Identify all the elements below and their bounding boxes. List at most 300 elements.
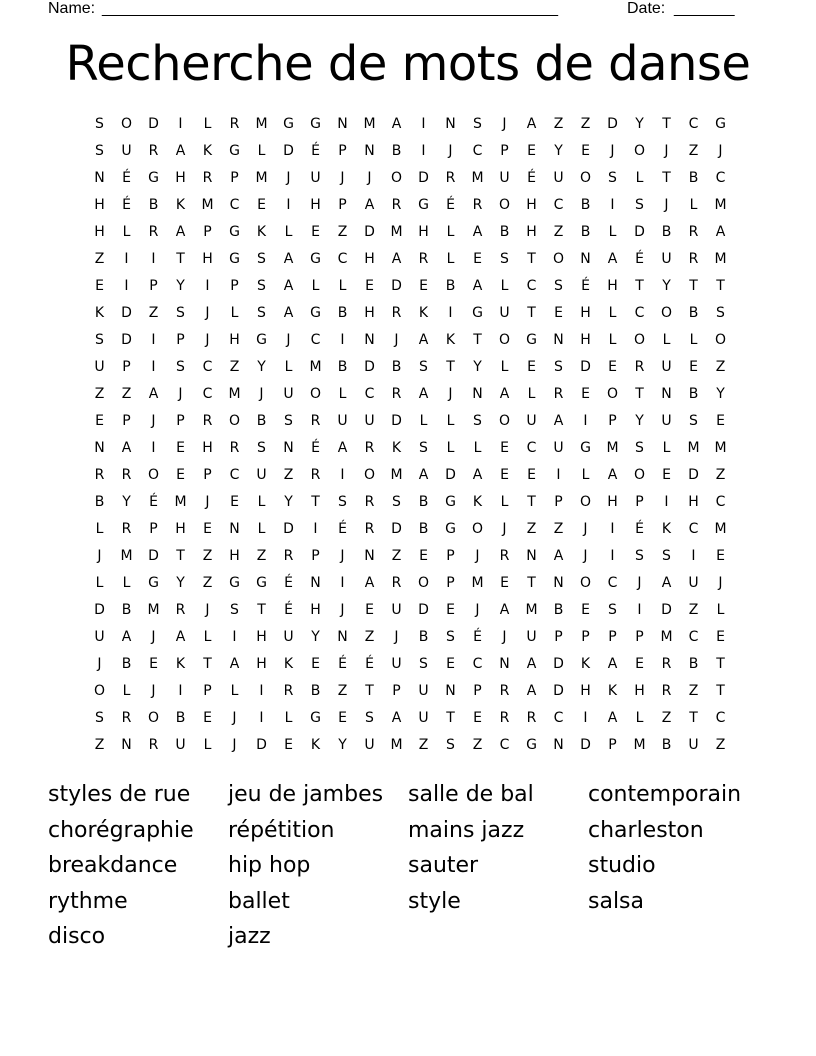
- grid-letter[interactable]: T: [527, 251, 536, 267]
- grid-letter[interactable]: Z: [256, 548, 267, 564]
- grid-letter[interactable]: L: [662, 332, 671, 348]
- grid-letter[interactable]: L: [635, 710, 644, 726]
- grid-letter[interactable]: R: [634, 359, 645, 375]
- grid-letter[interactable]: E: [311, 224, 320, 240]
- grid-letter[interactable]: E: [257, 197, 266, 213]
- grid-letter[interactable]: S: [419, 359, 428, 375]
- grid-letter[interactable]: O: [579, 170, 592, 186]
- grid-letter[interactable]: J: [97, 656, 102, 672]
- grid-letter[interactable]: E: [716, 548, 725, 564]
- grid-letter[interactable]: A: [337, 440, 348, 456]
- grid-letter[interactable]: I: [313, 521, 318, 537]
- grid-letter[interactable]: P: [203, 467, 212, 483]
- grid-letter[interactable]: H: [580, 332, 591, 348]
- grid-letter[interactable]: B: [148, 197, 159, 213]
- grid-letter[interactable]: M: [471, 575, 484, 591]
- grid-letter[interactable]: N: [229, 521, 240, 537]
- grid-letter[interactable]: S: [95, 332, 104, 348]
- grid-letter[interactable]: C: [472, 143, 483, 159]
- grid-letter[interactable]: A: [553, 413, 564, 429]
- grid-letter[interactable]: E: [581, 143, 590, 159]
- grid-letter[interactable]: O: [498, 332, 511, 348]
- grid-letter[interactable]: S: [554, 359, 563, 375]
- grid-letter[interactable]: G: [472, 305, 483, 321]
- grid-letter[interactable]: N: [364, 332, 375, 348]
- grid-letter[interactable]: L: [338, 278, 347, 294]
- grid-letter[interactable]: T: [689, 278, 698, 294]
- grid-letter[interactable]: A: [499, 386, 510, 402]
- grid-letter[interactable]: B: [553, 602, 564, 618]
- grid-letter[interactable]: U: [688, 575, 699, 591]
- grid-letter[interactable]: H: [175, 521, 186, 537]
- grid-letter[interactable]: H: [580, 305, 591, 321]
- grid-letter[interactable]: U: [94, 359, 105, 375]
- grid-letter[interactable]: B: [418, 629, 429, 645]
- grid-letter[interactable]: A: [364, 197, 375, 213]
- grid-letter[interactable]: N: [310, 575, 321, 591]
- grid-letter[interactable]: J: [340, 170, 345, 186]
- grid-letter[interactable]: E: [95, 278, 104, 294]
- grid-letter[interactable]: E: [311, 656, 320, 672]
- grid-letter[interactable]: S: [500, 251, 509, 267]
- grid-letter[interactable]: D: [391, 278, 402, 294]
- grid-letter[interactable]: E: [716, 413, 725, 429]
- grid-letter[interactable]: K: [310, 737, 321, 753]
- grid-letter[interactable]: C: [229, 197, 240, 213]
- grid-letter[interactable]: C: [715, 710, 726, 726]
- grid-letter[interactable]: Z: [553, 224, 564, 240]
- grid-letter[interactable]: É: [338, 656, 347, 672]
- grid-letter[interactable]: C: [364, 386, 375, 402]
- grid-letter[interactable]: L: [608, 305, 617, 321]
- grid-letter[interactable]: L: [122, 224, 131, 240]
- grid-letter[interactable]: Z: [715, 359, 726, 375]
- grid-letter[interactable]: P: [230, 170, 239, 186]
- grid-letter[interactable]: S: [662, 548, 671, 564]
- grid-letter[interactable]: C: [202, 386, 213, 402]
- grid-letter[interactable]: K: [418, 305, 429, 321]
- grid-letter[interactable]: L: [122, 575, 131, 591]
- grid-letter[interactable]: L: [284, 710, 293, 726]
- grid-letter[interactable]: A: [526, 116, 537, 132]
- grid-letter[interactable]: J: [151, 629, 156, 645]
- grid-letter[interactable]: M: [309, 359, 322, 375]
- grid-letter[interactable]: É: [338, 521, 347, 537]
- grid-letter[interactable]: Z: [337, 683, 348, 699]
- grid-letter[interactable]: B: [580, 197, 591, 213]
- grid-letter[interactable]: D: [418, 170, 429, 186]
- grid-letter[interactable]: S: [257, 440, 266, 456]
- grid-letter[interactable]: É: [122, 197, 131, 213]
- grid-letter[interactable]: T: [446, 359, 455, 375]
- grid-letter[interactable]: S: [257, 278, 266, 294]
- grid-letter[interactable]: I: [421, 143, 426, 159]
- grid-letter[interactable]: O: [93, 683, 106, 699]
- grid-letter[interactable]: É: [365, 656, 374, 672]
- grid-letter[interactable]: S: [554, 278, 563, 294]
- grid-letter[interactable]: H: [310, 197, 321, 213]
- grid-letter[interactable]: C: [337, 251, 348, 267]
- grid-letter[interactable]: É: [527, 170, 536, 186]
- grid-letter[interactable]: U: [553, 170, 564, 186]
- grid-letter[interactable]: I: [637, 602, 642, 618]
- grid-letter[interactable]: M: [255, 170, 268, 186]
- grid-letter[interactable]: C: [499, 737, 510, 753]
- grid-letter[interactable]: Z: [418, 737, 429, 753]
- grid-letter[interactable]: M: [714, 440, 727, 456]
- grid-letter[interactable]: G: [580, 440, 591, 456]
- grid-letter[interactable]: R: [202, 170, 213, 186]
- grid-letter[interactable]: L: [203, 116, 212, 132]
- grid-letter[interactable]: L: [230, 683, 239, 699]
- grid-letter[interactable]: T: [203, 656, 212, 672]
- grid-letter[interactable]: O: [147, 467, 160, 483]
- grid-letter[interactable]: É: [122, 170, 131, 186]
- grid-letter[interactable]: R: [148, 737, 159, 753]
- grid-letter[interactable]: N: [364, 143, 375, 159]
- grid-letter[interactable]: B: [337, 305, 348, 321]
- grid-letter[interactable]: L: [446, 413, 455, 429]
- grid-letter[interactable]: G: [526, 332, 537, 348]
- grid-letter[interactable]: O: [633, 332, 646, 348]
- grid-letter[interactable]: T: [716, 683, 725, 699]
- grid-letter[interactable]: S: [716, 305, 725, 321]
- grid-letter[interactable]: U: [283, 386, 294, 402]
- grid-letter[interactable]: D: [688, 467, 699, 483]
- grid-letter[interactable]: J: [475, 548, 480, 564]
- grid-letter[interactable]: Z: [472, 737, 483, 753]
- grid-letter[interactable]: Z: [715, 467, 726, 483]
- grid-letter[interactable]: Y: [635, 116, 644, 132]
- grid-letter[interactable]: R: [418, 251, 429, 267]
- grid-letter[interactable]: M: [363, 116, 376, 132]
- grid-letter[interactable]: H: [202, 251, 213, 267]
- grid-letter[interactable]: D: [148, 548, 159, 564]
- grid-letter[interactable]: N: [121, 737, 132, 753]
- grid-letter[interactable]: B: [688, 170, 699, 186]
- grid-letter[interactable]: É: [635, 521, 644, 537]
- grid-letter[interactable]: N: [580, 251, 591, 267]
- grid-letter[interactable]: H: [580, 683, 591, 699]
- grid-letter[interactable]: C: [553, 197, 564, 213]
- grid-letter[interactable]: K: [283, 656, 294, 672]
- grid-letter[interactable]: U: [526, 629, 537, 645]
- grid-letter[interactable]: N: [364, 548, 375, 564]
- grid-letter[interactable]: R: [364, 440, 375, 456]
- grid-letter[interactable]: O: [417, 575, 430, 591]
- grid-letter[interactable]: R: [148, 143, 159, 159]
- grid-letter[interactable]: T: [176, 548, 185, 564]
- grid-letter[interactable]: D: [121, 332, 132, 348]
- grid-letter[interactable]: A: [472, 224, 483, 240]
- grid-letter[interactable]: L: [419, 413, 428, 429]
- grid-letter[interactable]: I: [151, 359, 156, 375]
- grid-letter[interactable]: O: [498, 413, 511, 429]
- grid-letter[interactable]: J: [340, 602, 345, 618]
- grid-letter[interactable]: P: [122, 413, 131, 429]
- grid-letter[interactable]: P: [608, 737, 617, 753]
- grid-letter[interactable]: U: [310, 170, 321, 186]
- grid-letter[interactable]: É: [635, 251, 644, 267]
- grid-letter[interactable]: E: [608, 359, 617, 375]
- grid-letter[interactable]: P: [608, 413, 617, 429]
- grid-letter[interactable]: Z: [148, 305, 159, 321]
- grid-letter[interactable]: D: [661, 602, 672, 618]
- grid-letter[interactable]: Z: [580, 116, 591, 132]
- grid-letter[interactable]: C: [472, 656, 483, 672]
- grid-letter[interactable]: L: [581, 467, 590, 483]
- grid-letter[interactable]: P: [311, 548, 320, 564]
- grid-letter[interactable]: M: [120, 548, 133, 564]
- grid-letter[interactable]: T: [257, 602, 266, 618]
- grid-letter[interactable]: S: [446, 629, 455, 645]
- grid-letter[interactable]: J: [286, 170, 291, 186]
- grid-letter[interactable]: É: [311, 143, 320, 159]
- grid-letter[interactable]: E: [581, 386, 590, 402]
- grid-letter[interactable]: L: [203, 629, 212, 645]
- grid-letter[interactable]: D: [256, 737, 267, 753]
- grid-letter[interactable]: G: [148, 170, 159, 186]
- grid-letter[interactable]: U: [526, 413, 537, 429]
- grid-letter[interactable]: J: [394, 629, 399, 645]
- grid-letter[interactable]: U: [283, 629, 294, 645]
- grid-letter[interactable]: É: [473, 629, 482, 645]
- grid-letter[interactable]: S: [635, 440, 644, 456]
- grid-letter[interactable]: D: [283, 143, 294, 159]
- grid-letter[interactable]: A: [391, 710, 402, 726]
- grid-letter[interactable]: M: [606, 440, 619, 456]
- grid-letter[interactable]: É: [311, 440, 320, 456]
- grid-letter[interactable]: D: [391, 521, 402, 537]
- grid-letter[interactable]: J: [475, 602, 480, 618]
- grid-letter[interactable]: Z: [94, 737, 105, 753]
- grid-letter[interactable]: R: [202, 413, 213, 429]
- grid-letter[interactable]: M: [147, 602, 160, 618]
- grid-letter[interactable]: R: [121, 521, 132, 537]
- grid-letter[interactable]: R: [391, 305, 402, 321]
- grid-letter[interactable]: S: [446, 737, 455, 753]
- grid-letter[interactable]: P: [149, 278, 158, 294]
- grid-letter[interactable]: U: [499, 305, 510, 321]
- grid-letter[interactable]: H: [310, 602, 321, 618]
- grid-letter[interactable]: T: [176, 251, 185, 267]
- grid-letter[interactable]: E: [284, 737, 293, 753]
- grid-letter[interactable]: H: [418, 224, 429, 240]
- grid-letter[interactable]: A: [175, 143, 186, 159]
- grid-letter[interactable]: É: [446, 197, 455, 213]
- grid-letter[interactable]: T: [716, 278, 725, 294]
- grid-letter[interactable]: T: [716, 656, 725, 672]
- grid-letter[interactable]: O: [606, 386, 619, 402]
- grid-letter[interactable]: J: [502, 629, 507, 645]
- grid-letter[interactable]: S: [473, 413, 482, 429]
- grid-letter[interactable]: J: [664, 143, 669, 159]
- grid-letter[interactable]: N: [553, 575, 564, 591]
- grid-letter[interactable]: R: [364, 494, 375, 510]
- grid-letter[interactable]: B: [688, 386, 699, 402]
- grid-letter[interactable]: E: [527, 359, 536, 375]
- grid-letter[interactable]: D: [364, 224, 375, 240]
- grid-letter[interactable]: Y: [176, 575, 185, 591]
- grid-letter[interactable]: U: [94, 629, 105, 645]
- grid-letter[interactable]: D: [391, 413, 402, 429]
- grid-letter[interactable]: L: [689, 332, 698, 348]
- grid-letter[interactable]: L: [338, 386, 347, 402]
- grid-letter[interactable]: D: [607, 116, 618, 132]
- grid-letter[interactable]: S: [230, 602, 239, 618]
- grid-letter[interactable]: T: [635, 278, 644, 294]
- grid-letter[interactable]: M: [633, 737, 646, 753]
- grid-letter[interactable]: P: [446, 548, 455, 564]
- grid-letter[interactable]: C: [688, 521, 699, 537]
- grid-letter[interactable]: M: [714, 521, 727, 537]
- grid-letter[interactable]: J: [286, 332, 291, 348]
- grid-letter[interactable]: I: [610, 548, 615, 564]
- grid-letter[interactable]: B: [418, 494, 429, 510]
- grid-letter[interactable]: S: [419, 440, 428, 456]
- grid-letter[interactable]: I: [178, 683, 183, 699]
- grid-letter[interactable]: I: [583, 710, 588, 726]
- grid-letter[interactable]: E: [500, 575, 509, 591]
- grid-letter[interactable]: L: [257, 494, 266, 510]
- grid-letter[interactable]: J: [448, 143, 453, 159]
- grid-letter[interactable]: E: [716, 629, 725, 645]
- grid-letter[interactable]: T: [527, 494, 536, 510]
- grid-letter[interactable]: C: [715, 494, 726, 510]
- grid-letter[interactable]: P: [203, 683, 212, 699]
- grid-letter[interactable]: L: [230, 305, 239, 321]
- grid-letter[interactable]: Z: [229, 359, 240, 375]
- grid-letter[interactable]: C: [607, 575, 618, 591]
- grid-letter[interactable]: A: [418, 467, 429, 483]
- grid-letter[interactable]: G: [310, 710, 321, 726]
- grid-letter[interactable]: K: [472, 494, 483, 510]
- grid-letter[interactable]: R: [391, 197, 402, 213]
- grid-letter[interactable]: G: [229, 251, 240, 267]
- grid-letter[interactable]: J: [178, 386, 183, 402]
- grid-letter[interactable]: I: [340, 467, 345, 483]
- grid-letter[interactable]: J: [502, 521, 507, 537]
- grid-letter[interactable]: U: [391, 602, 402, 618]
- grid-letter[interactable]: D: [283, 521, 294, 537]
- grid-letter[interactable]: G: [445, 521, 456, 537]
- grid-letter[interactable]: M: [471, 170, 484, 186]
- grid-letter[interactable]: T: [635, 386, 644, 402]
- grid-letter[interactable]: A: [283, 305, 294, 321]
- grid-letter[interactable]: P: [554, 494, 563, 510]
- grid-letter[interactable]: E: [554, 305, 563, 321]
- grid-letter[interactable]: S: [284, 413, 293, 429]
- grid-letter[interactable]: J: [583, 521, 588, 537]
- grid-letter[interactable]: B: [121, 656, 132, 672]
- grid-letter[interactable]: G: [418, 197, 429, 213]
- grid-letter[interactable]: J: [718, 143, 723, 159]
- grid-letter[interactable]: C: [715, 170, 726, 186]
- grid-letter[interactable]: D: [634, 224, 645, 240]
- grid-letter[interactable]: Z: [364, 629, 375, 645]
- grid-letter[interactable]: I: [610, 197, 615, 213]
- grid-letter[interactable]: G: [148, 575, 159, 591]
- grid-letter[interactable]: T: [662, 116, 671, 132]
- grid-letter[interactable]: B: [661, 224, 672, 240]
- grid-letter[interactable]: S: [95, 116, 104, 132]
- grid-letter[interactable]: M: [714, 251, 727, 267]
- grid-letter[interactable]: S: [338, 494, 347, 510]
- grid-letter[interactable]: H: [364, 305, 375, 321]
- grid-letter[interactable]: K: [94, 305, 105, 321]
- grid-letter[interactable]: J: [664, 197, 669, 213]
- grid-letter[interactable]: A: [553, 548, 564, 564]
- grid-letter[interactable]: R: [445, 170, 456, 186]
- grid-letter[interactable]: J: [151, 413, 156, 429]
- grid-letter[interactable]: S: [608, 170, 617, 186]
- grid-letter[interactable]: E: [446, 602, 455, 618]
- grid-letter[interactable]: P: [473, 683, 482, 699]
- grid-letter[interactable]: O: [579, 575, 592, 591]
- grid-letter[interactable]: Y: [635, 413, 644, 429]
- grid-letter[interactable]: C: [553, 710, 564, 726]
- grid-letter[interactable]: R: [121, 467, 132, 483]
- grid-letter[interactable]: R: [121, 710, 132, 726]
- grid-letter[interactable]: A: [607, 656, 618, 672]
- grid-letter[interactable]: U: [175, 737, 186, 753]
- grid-letter[interactable]: I: [664, 494, 669, 510]
- grid-letter[interactable]: U: [661, 413, 672, 429]
- grid-letter[interactable]: B: [121, 602, 132, 618]
- grid-letter[interactable]: U: [364, 413, 375, 429]
- grid-letter[interactable]: B: [175, 710, 186, 726]
- grid-letter[interactable]: R: [499, 683, 510, 699]
- grid-letter[interactable]: S: [257, 305, 266, 321]
- grid-letter[interactable]: R: [283, 548, 294, 564]
- grid-letter[interactable]: U: [499, 170, 510, 186]
- grid-letter[interactable]: Z: [688, 143, 699, 159]
- grid-letter[interactable]: A: [148, 386, 159, 402]
- grid-letter[interactable]: E: [473, 251, 482, 267]
- grid-letter[interactable]: G: [526, 737, 537, 753]
- grid-letter[interactable]: P: [230, 278, 239, 294]
- grid-letter[interactable]: E: [689, 359, 698, 375]
- grid-letter[interactable]: G: [715, 116, 726, 132]
- grid-letter[interactable]: G: [229, 575, 240, 591]
- grid-letter[interactable]: E: [581, 602, 590, 618]
- grid-letter[interactable]: E: [635, 656, 644, 672]
- grid-letter[interactable]: B: [688, 305, 699, 321]
- grid-letter[interactable]: H: [175, 170, 186, 186]
- grid-letter[interactable]: M: [390, 467, 403, 483]
- grid-letter[interactable]: É: [581, 278, 590, 294]
- grid-letter[interactable]: É: [284, 575, 293, 591]
- grid-letter[interactable]: E: [419, 548, 428, 564]
- grid-letter[interactable]: R: [175, 602, 186, 618]
- grid-letter[interactable]: B: [688, 656, 699, 672]
- name-blank-line[interactable]: _____________________________________________________: [102, 0, 558, 17]
- grid-letter[interactable]: G: [256, 332, 267, 348]
- grid-letter[interactable]: O: [633, 467, 646, 483]
- grid-letter[interactable]: B: [256, 413, 267, 429]
- grid-letter[interactable]: O: [579, 494, 592, 510]
- grid-letter[interactable]: I: [151, 332, 156, 348]
- grid-letter[interactable]: H: [688, 494, 699, 510]
- grid-letter[interactable]: L: [122, 683, 131, 699]
- grid-letter[interactable]: R: [148, 224, 159, 240]
- grid-letter[interactable]: D: [94, 602, 105, 618]
- grid-letter[interactable]: K: [175, 197, 186, 213]
- grid-letter[interactable]: P: [176, 413, 185, 429]
- grid-letter[interactable]: Z: [688, 602, 699, 618]
- grid-letter[interactable]: A: [364, 575, 375, 591]
- grid-letter[interactable]: R: [94, 467, 105, 483]
